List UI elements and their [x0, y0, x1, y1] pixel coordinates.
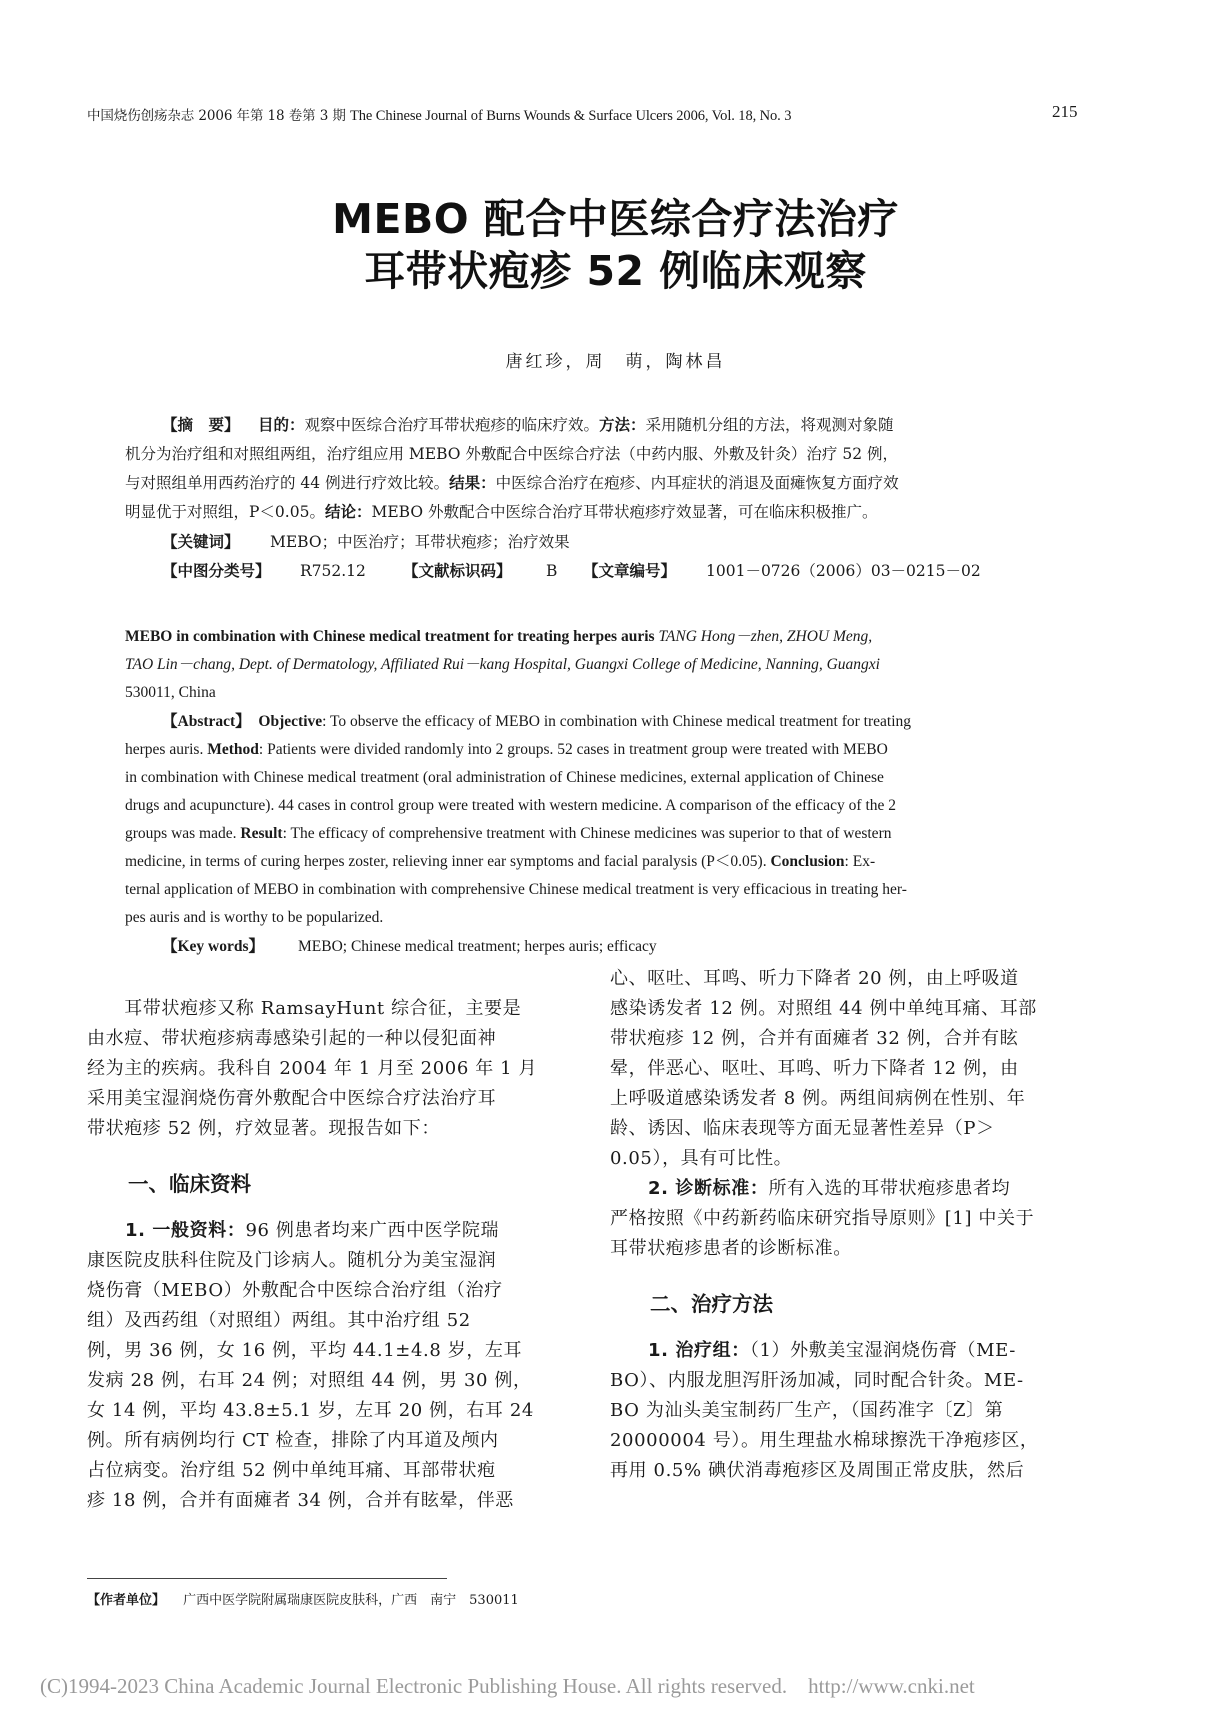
article-no-label: 【文章编号】	[583, 562, 677, 580]
abstract-zh-line	[125, 472, 899, 494]
text-run: pes auris and is worthy to be popularized.	[125, 909, 384, 926]
text-run: 观察中医综合治疗耳带状疱疹的临床疗效。	[304, 416, 600, 434]
keywords-zh-label: 【关键词】	[162, 533, 240, 551]
abstract-en-line	[125, 879, 907, 901]
text-run: 机分为治疗组和对照组两组，治疗组应用 MEBO 外敷配合中医综合疗法（中药内服、外敷及针灸）治疗 52 例，	[125, 445, 899, 463]
abstract-en-line	[125, 767, 884, 789]
title-line-1: MEBO 配合中医综合疗法治疗	[332, 195, 899, 243]
body-line: 带状疱疹 12 例，合并有面瘫者 32 例，合并有眩	[610, 1028, 1019, 1049]
text-run: drugs and acupuncture). 44 cases in control group were treated with western medicine. A comparison of the efficacy of the 2	[125, 797, 897, 814]
body-line: 女 14 例，平均 43.8±5.1 岁，左耳 20 例，右耳 24	[87, 1400, 534, 1421]
abstract-en-line	[125, 739, 888, 761]
journal-en: The Chinese Journal of Burns Wounds & Surface Ulcers 2006, Vol. 18, No. 3	[349, 108, 792, 124]
clc-value: R752.12	[300, 562, 366, 580]
body-line: 康医院皮肤科住院及门诊病人。随机分为美宝湿润	[87, 1250, 497, 1271]
bold-run: 目的：	[258, 416, 305, 434]
body-line: 龄、诱因、临床表现等方面无显著性差异（P＞	[610, 1118, 995, 1139]
body-line: 带状疱疹 52 例，疗效显著。现报告如下：	[87, 1118, 440, 1139]
abstract-zh-line	[125, 443, 898, 465]
journal-zh: 中国烧伤创疡杂志 2006 年第 18 卷第 3 期	[87, 108, 346, 124]
body-line: 心、呕吐、耳鸣、听力下降者 20 例，由上呼吸道	[610, 968, 1019, 989]
footnote-rule	[87, 1578, 447, 1579]
item-label: 1. 一般资料：	[125, 1220, 246, 1241]
body-line: 发病 28 例，右耳 24 例；对照组 44 例，男 30 例，	[87, 1370, 532, 1391]
body-line: 采用美宝湿润烧伤膏外敷配合中医综合疗法治疗耳	[87, 1088, 497, 1109]
text-run: medicine, in terms of curing herpes zoster, relieving inner ear symptoms and facial paralysis (P＜0.05).	[125, 853, 771, 870]
copyright-line: (C)1994-2023 China Academic Journal Electronic Publishing House. All rights reserved. http://www.cnki.net	[40, 1674, 975, 1698]
body-line: 占位病变。治疗组 52 例中单纯耳痛、耳部带状疱	[87, 1460, 496, 1481]
running-header	[87, 104, 1017, 125]
body-line: 上呼吸道感染诱发者 8 例。两组间病例在性别、年	[610, 1088, 1026, 1109]
bold-run: Conclusion	[770, 853, 845, 870]
text-run: MEBO 外敷配合中医综合治疗耳带状疱疹疗效显著，可在临床积极推广。	[371, 503, 878, 521]
author-affiliation-footnote	[87, 1589, 519, 1608]
item-label: 2. 诊断标准：	[648, 1178, 769, 1199]
keywords-en-label: 【Key words】	[162, 938, 265, 955]
keywords-zh: MEBO；中医治疗；耳带状疱疹；治疗效果	[270, 533, 570, 551]
text-run: herpes auris.	[125, 741, 208, 758]
footnote-text: 广西中医学院附属瑞康医院皮肤科，广西 南宁 530011	[183, 1593, 519, 1608]
text-run: in combination with Chinese medical treatment (oral administration of Chinese medicines, external application of Chinese	[125, 769, 884, 786]
abstract-zh-line	[125, 501, 877, 523]
en-title-line	[125, 626, 872, 648]
footnote-label: 【作者单位】	[87, 1593, 166, 1608]
page-number: 215	[1052, 102, 1078, 121]
body-line: 20000004 号）。用生理盐水棉球擦洗干净疱疹区，	[610, 1430, 1039, 1451]
text-run: groups was made.	[125, 825, 241, 842]
body-line: BO 为汕头美宝制药厂生产，（国药准字〔Z〕第	[610, 1400, 1004, 1421]
body-line: 组）及西药组（对照组）两组。其中治疗组 52	[87, 1310, 471, 1331]
abstract-zh-line	[258, 414, 894, 436]
doc-code-value: B	[546, 562, 558, 580]
bold-run: 结论：	[324, 503, 372, 521]
text-run: ternal application of MEBO in combination with comprehensive Chinese medical treatment is very efficacious in treating her-	[125, 881, 907, 898]
abstract-zh-label: 【摘 要】	[162, 416, 240, 434]
body-line: 疹 18 例，合并有面瘫者 34 例，合并有眩晕，伴恶	[87, 1490, 514, 1511]
title-line-2: 耳带状疱疹 52 例临床观察	[364, 247, 867, 295]
abstract-en-line	[162, 711, 911, 733]
body-line: 由水痘、带状疱疹病毒感染引起的一种以侵犯面神	[87, 1028, 497, 1049]
text-run: 采用随机分组的方法，将观测对象随	[645, 416, 894, 434]
doc-code-label: 【文献标识码】	[403, 562, 512, 580]
authors: 唐红珍，周 萌，陶林昌	[505, 352, 726, 372]
body-line: 例。所有病例均行 CT 检查，排除了内耳道及颅内	[87, 1430, 499, 1451]
text-run: : Patients were divided randomly into 2 groups. 52 cases in treatment group were treated with MEBO	[258, 741, 888, 758]
item-label: 1. 治疗组：	[648, 1340, 750, 1361]
body-line: 1. 一般资料：96 例患者均来广西中医学院瑞	[125, 1220, 500, 1241]
en-affiliation-postcode: 530011, China	[125, 684, 216, 701]
section-heading: 一、临床资料	[128, 1172, 251, 1196]
bold-run: 结果：	[449, 474, 496, 492]
body-line: 耳带状疱疹又称 RamsayHunt 综合征，主要是	[87, 998, 522, 1019]
section-heading: 二、治疗方法	[650, 1292, 773, 1316]
text-run: 中医综合治疗在疱疹、内耳症状的消退及面瘫恢复方面疗效	[495, 474, 899, 492]
bold-run: 方法：	[599, 416, 646, 434]
abstract-en-line	[125, 851, 875, 873]
abstract-en-line	[125, 823, 891, 845]
body-line: 例，男 36 例，女 16 例，平均 44.1±4.8 岁，左耳	[87, 1340, 523, 1361]
body-line: 晕，伴恶心、呕吐、耳鸣、听力下降者 12 例，由	[610, 1058, 1019, 1079]
en-affiliation: TAO Lin－chang, Dept. of Dermatology, Affiliated Rui－kang Hospital, Guangxi College of Medicine, Nanning, Guangxi	[125, 656, 880, 673]
abstract-en-line	[125, 795, 896, 817]
abstract-en-line	[125, 907, 383, 929]
bold-run: 【Abstract】 Objective	[162, 713, 323, 730]
body-line: 2. 诊断标准：所有入选的耳带状疱疹患者均	[648, 1178, 1011, 1199]
en-title-authors: TANG Hong－zhen, ZHOU Meng,	[658, 628, 873, 645]
clc-label: 【中图分类号】	[162, 562, 271, 580]
body-line: 感染诱发者 12 例。对照组 44 例中单纯耳痛、耳部	[610, 998, 1037, 1019]
bold-run: Result	[240, 825, 283, 842]
text-run: : To observe the efficacy of MEBO in combination with Chinese medical treatment for treating	[322, 713, 912, 730]
bold-run: Method	[207, 741, 259, 758]
body-line: 经为主的疾病。我科自 2004 年 1 月至 2006 年 1 月	[87, 1058, 538, 1079]
keywords-en: MEBO; Chinese medical treatment; herpes auris; efficacy	[298, 938, 657, 955]
body-line: 再用 0.5% 碘伏消毒疱疹区及周围正常皮肤，然后	[610, 1460, 1025, 1481]
body-line: 耳带状疱疹患者的诊断标准。	[610, 1238, 852, 1259]
text-run: : Ex-	[844, 853, 876, 870]
body-line: BO）、内服龙胆泻肝汤加减，同时配合针灸。ME-	[610, 1370, 1024, 1391]
en-title: MEBO in combination with Chinese medical treatment for treating herpes auris	[125, 628, 655, 645]
body-line: 烧伤膏（MEBO）外敷配合中医综合治疗组（治疗	[87, 1280, 503, 1301]
article-no-value: 1001－0726（2006）03－0215－02	[706, 562, 981, 580]
body-line: 严格按照《中药新药临床研究指导原则》[1] 中关于	[610, 1208, 1035, 1229]
text-run: : The efficacy of comprehensive treatment with Chinese medicines was superior to that of western	[282, 825, 892, 842]
body-line: 1. 治疗组：（1）外敷美宝湿润烧伤膏（ME-	[648, 1340, 1016, 1361]
text-run: 与对照组单用西药治疗的 44 例进行疗效比较。	[125, 474, 450, 492]
body-line: 0.05），具有可比性。	[610, 1148, 793, 1169]
text-run: 明显优于对照组，P＜0.05。	[125, 503, 325, 521]
